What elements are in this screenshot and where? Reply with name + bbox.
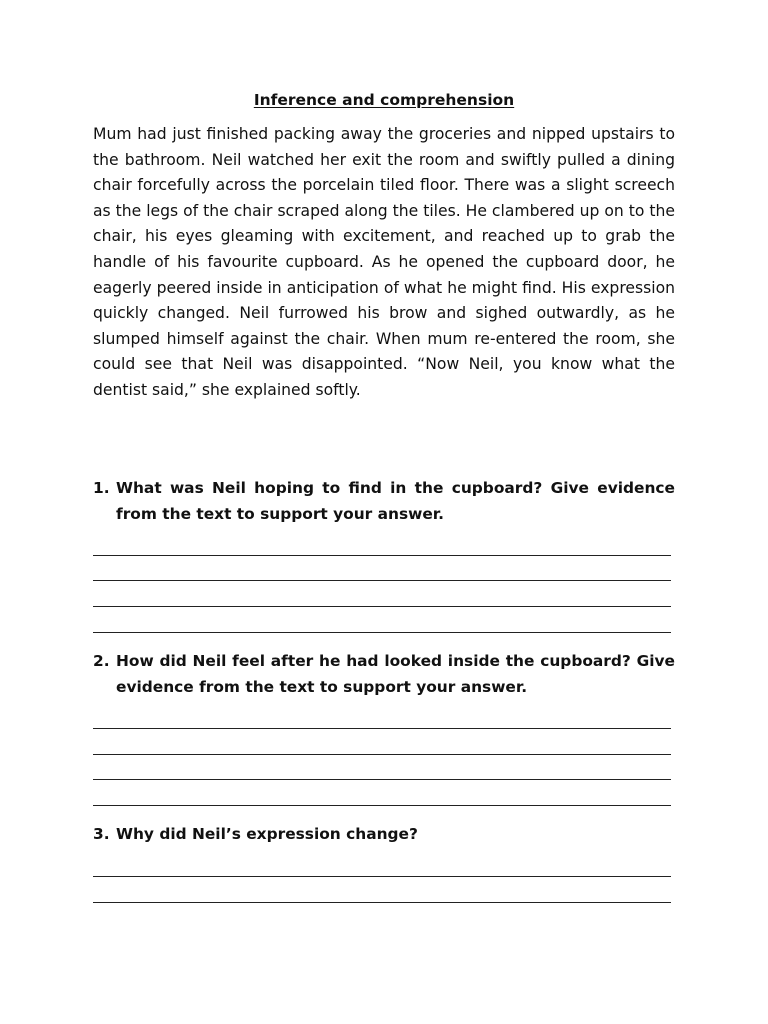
answer-line-q2-1[interactable] [93, 728, 671, 729]
answer-line-q1-4[interactable] [93, 632, 671, 633]
answer-line-q1-2[interactable] [93, 580, 671, 581]
answer-line-q3-2[interactable] [93, 902, 671, 903]
answer-line-q2-2[interactable] [93, 754, 671, 755]
worksheet-page [93, 0, 675, 1024]
question-2-text: How did Neil feel after he had looked inside the cupboard? Give evidence from the text to support your answer. [116, 652, 675, 696]
answer-line-q2-4[interactable] [93, 805, 671, 806]
question-1-text: What was Neil hoping to find in the cupboard? Give evidence from the text to support your answer. [116, 479, 675, 523]
question-1 [93, 475, 675, 527]
worksheet-title: Inference and comprehension [253, 91, 515, 109]
answer-line-q1-3[interactable] [93, 606, 671, 607]
reading-passage: Mum had just finished packing away the groceries and nipped upstairs to the bathroom. Neil watched her exit the room and swiftly pulled a dining chair forcefully across the porcelain tiled floor. There was a slight screech as the legs of the chair scraped along the tiles. He clambered up on to the chair, his eyes gleaming with excitement, and reached up to grab the handle of his favourite cupboard. As he opened the cupboard door, he eagerly peered inside in anticipation of what he might find. His expression quickly changed. Neil furrowed his brow and sighed outwardly, as he slumped himself against the chair. When mum re-entered the room, she could see that Neil was disappointed. “Now Neil, you know what the dentist said,” she explained softly. [93, 125, 675, 399]
question-3-text: Why did Neil’s expression change? [116, 825, 418, 843]
question-1-number: 1. [93, 479, 110, 497]
answer-line-q1-1[interactable] [93, 555, 671, 556]
question-2 [93, 648, 675, 700]
question-3-number: 3. [93, 825, 110, 843]
answer-line-q2-3[interactable] [93, 779, 671, 780]
answer-line-q3-1[interactable] [93, 876, 671, 877]
question-2-number: 2. [93, 652, 110, 670]
question-3 [93, 821, 675, 847]
